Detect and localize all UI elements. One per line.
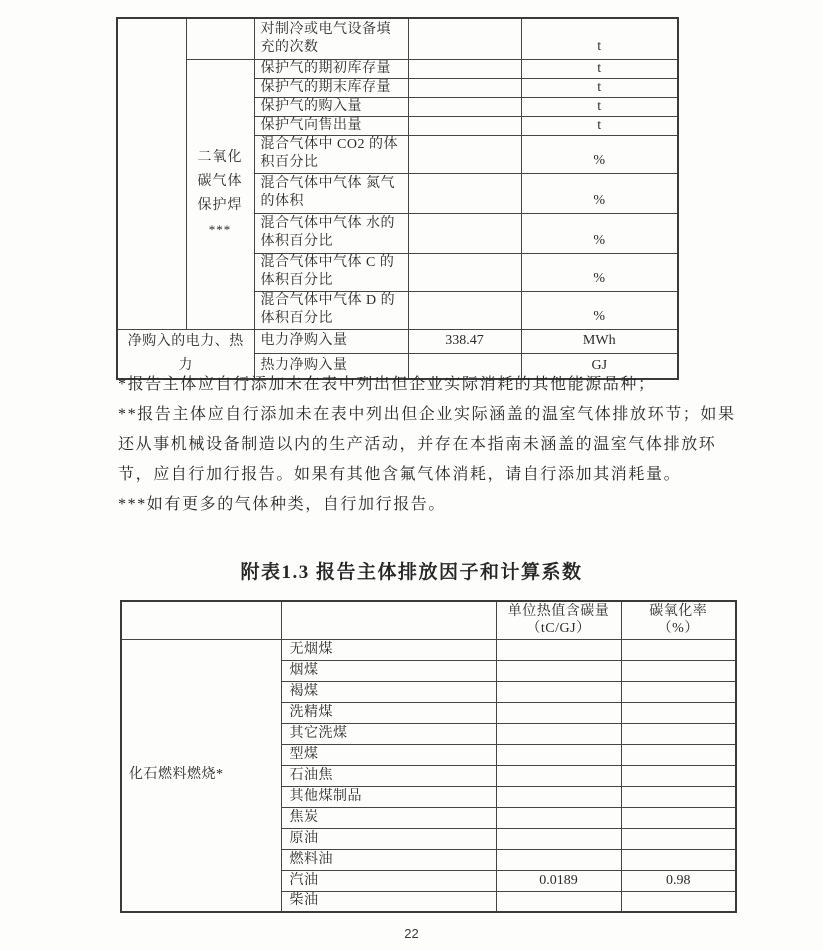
activity-cell: 电力净购入量 — [254, 329, 408, 354]
activity-cell: 对制冷或电气设备填充的次数 — [254, 18, 408, 59]
fuel-cell: 柴油 — [281, 891, 496, 912]
unit-cell: t — [521, 97, 678, 116]
oxidation-rate-cell — [621, 639, 736, 660]
footnote-line: *报告主体应自行添加未在表中列出但企业实际消耗的其他能源品种； — [118, 376, 656, 393]
unit-cell: % — [521, 291, 678, 329]
value-cell — [408, 173, 521, 213]
oxidation-rate-cell — [621, 681, 736, 702]
oxidation-rate-cell — [621, 891, 736, 912]
header-line: 单位热值含碳量 — [507, 604, 610, 620]
fuel-cell: 石油焦 — [281, 765, 496, 786]
header-cell-empty — [281, 601, 496, 639]
table-row — [121, 639, 736, 660]
activity-cell: 保护气的购入量 — [254, 97, 408, 116]
footnote-line: 还从事机械设备制造以内的生产活动，并存在本指南未涵盖的温室气体排放环 — [118, 436, 717, 453]
unit-cell: t — [521, 116, 678, 135]
group-label: 二氧化碳气体保护焊 — [197, 150, 243, 213]
value-cell — [408, 78, 521, 97]
emission-factor-table — [120, 600, 737, 913]
carbon-content-cell — [496, 702, 621, 723]
subgroup-cell-empty — [186, 18, 254, 59]
header-line: 碳氧化率 — [649, 604, 708, 620]
value-cell — [408, 213, 521, 253]
unit-cell: % — [521, 135, 678, 173]
fuel-cell: 无烟煤 — [281, 639, 496, 660]
value-cell — [408, 291, 521, 329]
carbon-content-cell — [496, 891, 621, 912]
unit-cell: t — [521, 59, 678, 78]
fuel-cell: 型煤 — [281, 744, 496, 765]
carbon-content-cell — [496, 681, 621, 702]
value-cell: 338.47 — [408, 329, 521, 354]
oxidation-rate-cell: 0.98 — [621, 870, 736, 891]
footnotes — [118, 370, 758, 520]
activity-cell: 混合气体中气体 氮气的体积 — [254, 173, 408, 213]
oxidation-rate-cell — [621, 807, 736, 828]
value-cell — [408, 116, 521, 135]
header-cell-oxidation-rate — [621, 601, 736, 639]
activity-cell: 混合气体中气体 水的体积百分比 — [254, 213, 408, 253]
header-cell-empty — [121, 601, 281, 639]
carbon-content-cell — [496, 828, 621, 849]
value-cell — [408, 59, 521, 78]
oxidation-rate-cell — [621, 765, 736, 786]
table-row — [117, 59, 678, 78]
oxidation-rate-cell — [621, 828, 736, 849]
section-title: 附表1.3 报告主体排放因子和计算系数 — [240, 562, 583, 583]
unit-cell: % — [521, 213, 678, 253]
unit-cell: MWh — [521, 329, 678, 354]
unit-cell: % — [521, 173, 678, 213]
activity-cell: 保护气向售出量 — [254, 116, 408, 135]
activity-cell: 热力净购入量 — [254, 354, 408, 379]
carbon-content-cell — [496, 660, 621, 681]
oxidation-rate-cell — [621, 786, 736, 807]
fuel-cell: 燃料油 — [281, 849, 496, 870]
header-cell-carbon-content — [496, 601, 621, 639]
group-cell-fossil-fuel: 化石燃料燃烧* — [121, 639, 281, 912]
header-line: （%） — [657, 621, 699, 637]
page-number: 22 — [404, 926, 419, 941]
carbon-content-cell — [496, 639, 621, 660]
table-row — [117, 329, 678, 354]
carbon-content-cell — [496, 765, 621, 786]
oxidation-rate-cell — [621, 849, 736, 870]
unit-cell: GJ — [521, 354, 678, 379]
carbon-content-cell — [496, 786, 621, 807]
fuel-cell: 褐煤 — [281, 681, 496, 702]
value-cell — [408, 253, 521, 291]
value-cell — [408, 97, 521, 116]
fuel-cell: 其他煤制品 — [281, 786, 496, 807]
group-cell-co2-welding — [186, 59, 254, 329]
activity-data-table — [116, 17, 679, 380]
table-row — [117, 18, 678, 59]
fuel-cell: 洗精煤 — [281, 702, 496, 723]
fuel-cell: 烟煤 — [281, 660, 496, 681]
carbon-content-cell — [496, 723, 621, 744]
unit-cell: t — [521, 18, 678, 59]
carbon-content-cell — [496, 849, 621, 870]
fuel-cell: 汽油 — [281, 870, 496, 891]
header-line: （tC/GJ） — [526, 621, 591, 637]
footnote-line: 节，应自行加行报告。如果有其他含氟气体消耗，请自行添加其消耗量。 — [118, 466, 682, 483]
fuel-cell: 原油 — [281, 828, 496, 849]
oxidation-rate-cell — [621, 744, 736, 765]
activity-cell: 混合气体中气体 C 的体积百分比 — [254, 253, 408, 291]
table-header-row — [121, 601, 736, 639]
footnote-line: ***如有更多的气体种类，自行加行报告。 — [118, 496, 447, 513]
activity-cell: 混合气体中气体 D 的体积百分比 — [254, 291, 408, 329]
carbon-content-cell — [496, 807, 621, 828]
oxidation-rate-cell — [621, 660, 736, 681]
group-cell-net-purchased: 净购入的电力、热力 — [117, 329, 254, 379]
activity-cell: 保护气的期末库存量 — [254, 78, 408, 97]
carbon-content-cell — [496, 744, 621, 765]
unit-cell: t — [521, 78, 678, 97]
activity-cell: 保护气的期初库存量 — [254, 59, 408, 78]
activity-cell: 混合气体中 CO2 的体积百分比 — [254, 135, 408, 173]
value-cell — [408, 18, 521, 59]
unit-cell: % — [521, 253, 678, 291]
oxidation-rate-cell — [621, 702, 736, 723]
carbon-content-cell: 0.0189 — [496, 870, 621, 891]
footnote-marker: *** — [208, 222, 232, 237]
oxidation-rate-cell — [621, 723, 736, 744]
fuel-cell: 焦炭 — [281, 807, 496, 828]
footnote-line: **报告主体应自行添加未在表中列出但企业实际涵盖的温室气体排放环节；如果 — [118, 406, 736, 423]
outer-group-cell-empty — [117, 18, 186, 329]
value-cell — [408, 135, 521, 173]
fuel-cell: 其它洗煤 — [281, 723, 496, 744]
